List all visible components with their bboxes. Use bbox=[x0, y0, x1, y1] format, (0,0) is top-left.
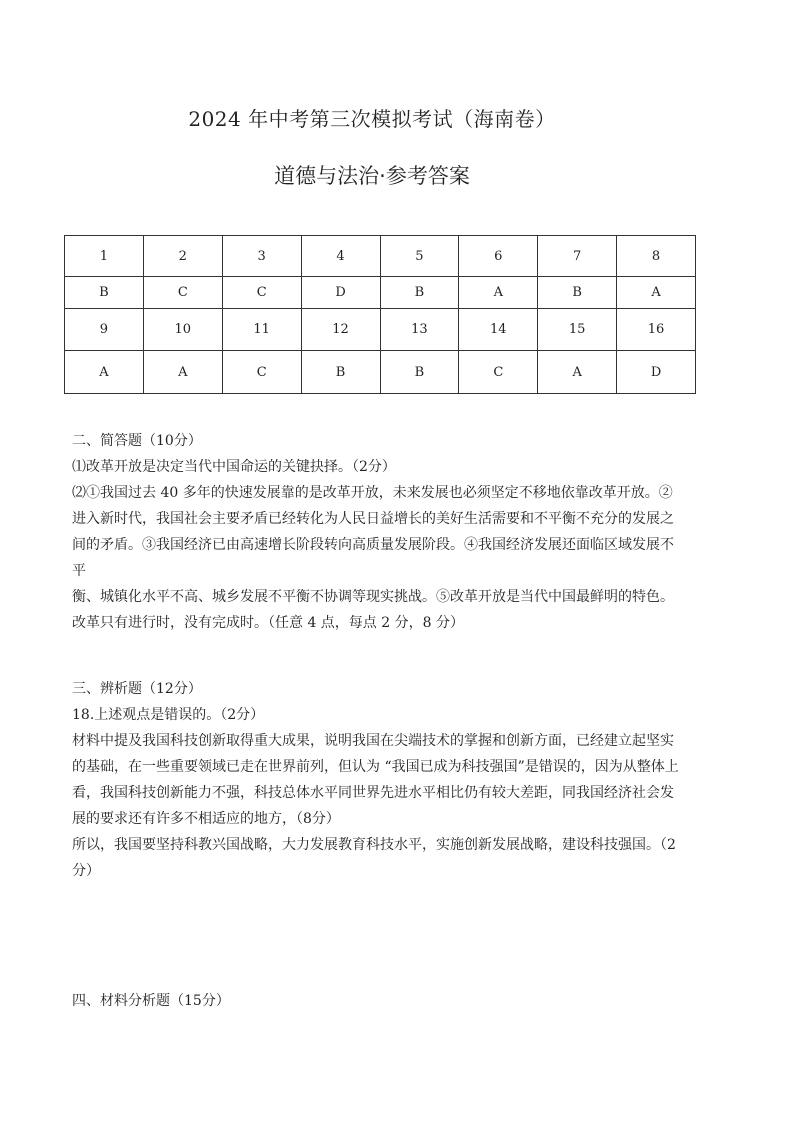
table-cell: 4 bbox=[301, 236, 380, 277]
table-row bbox=[65, 236, 696, 277]
table-cell: 6 bbox=[459, 236, 538, 277]
table-cell: B bbox=[301, 351, 380, 394]
table-cell: C bbox=[222, 277, 301, 309]
table-cell: D bbox=[301, 277, 380, 309]
table-row bbox=[65, 309, 696, 351]
answer-line: ⑵①我国过去 40 多年的快速发展靠的是改革开放，未来发展也必须坚定不移地依靠改革开放。② bbox=[72, 485, 673, 501]
table-cell: A bbox=[459, 277, 538, 309]
answer-line: 18.上述观点是错误的。（2分） bbox=[72, 707, 265, 723]
table-cell: B bbox=[380, 351, 459, 394]
table-cell: B bbox=[65, 277, 144, 309]
table-cell: C bbox=[459, 351, 538, 394]
answer-line: 展的要求还有许多不相适应的地方，（8分） bbox=[72, 811, 340, 827]
table-cell: 5 bbox=[380, 236, 459, 277]
table-cell: 9 bbox=[65, 309, 144, 351]
table-cell: 12 bbox=[301, 309, 380, 351]
table-cell: 8 bbox=[617, 236, 696, 277]
table-cell: 13 bbox=[380, 309, 459, 351]
table-cell: A bbox=[538, 351, 617, 394]
answer-line: 所以，我国要坚持科教兴国战略，大力发展教育科技水平，实施创新发展战略，建设科技强国。（2 bbox=[72, 837, 676, 853]
material-analysis-section bbox=[72, 988, 684, 1014]
answer-line: ⑴改革开放是决定当代中国命运的关键抉择。（2分） bbox=[72, 459, 396, 475]
table-row bbox=[65, 277, 696, 309]
answer-line: 材料中提及我国科技创新取得重大成果，说明我国在尖端技术的掌握和创新方面，已经建立起坚实 bbox=[72, 733, 674, 749]
short-answer-section bbox=[72, 428, 684, 636]
analysis-section bbox=[72, 676, 684, 884]
table-cell: C bbox=[143, 277, 222, 309]
answer-line: 间的矛盾。③我国经济已由高速增长阶段转向高质量发展阶段。④我国经济发展还面临区域发展不平 bbox=[72, 537, 674, 579]
table-cell: 1 bbox=[65, 236, 144, 277]
section-heading: 二、简答题（10分） bbox=[72, 433, 202, 449]
answer-line: 衡、城镇化水平不高、城乡发展不平衡不协调等现实挑战。⑤改革开放是当代中国最鲜明的特色。 bbox=[72, 589, 674, 605]
section-heading: 四、材料分析题（15分） bbox=[72, 993, 230, 1009]
table-cell: 14 bbox=[459, 309, 538, 351]
answer-line: 进入新时代，我国社会主要矛盾已经转化为人民日益增长的美好生活需要和不平衡不充分的发展之 bbox=[72, 511, 674, 527]
table-cell: 10 bbox=[143, 309, 222, 351]
table-cell: 16 bbox=[617, 309, 696, 351]
table-cell: A bbox=[617, 277, 696, 309]
table-cell: C bbox=[222, 351, 301, 394]
page-subtitle: 道德与法治·参考答案 bbox=[274, 164, 470, 188]
answer-table bbox=[64, 235, 696, 394]
table-cell: 11 bbox=[222, 309, 301, 351]
table-cell: D bbox=[617, 351, 696, 394]
table-row bbox=[65, 351, 696, 394]
table-cell: A bbox=[143, 351, 222, 394]
table-cell: B bbox=[538, 277, 617, 309]
section-heading: 三、辨析题（12分） bbox=[72, 681, 202, 697]
answer-line: 看，我国科技创新能力不强，科技总体水平同世界先进水平相比仍有较大差距，同我国经济社会发 bbox=[72, 785, 674, 801]
table-cell: B bbox=[380, 277, 459, 309]
answer-line: 的基础，在一些重要领域已走在世界前列，但认为 “我国已成为科技强国”是错误的，因为从整体上 bbox=[72, 759, 679, 775]
answer-line: 改革只有进行时，没有完成时。（任意 4 点，每点 2 分，8 分） bbox=[72, 615, 464, 631]
table-cell: 2 bbox=[143, 236, 222, 277]
table-cell: 7 bbox=[538, 236, 617, 277]
table-cell: 15 bbox=[538, 309, 617, 351]
page-title: 2024 年中考第三次模拟考试（海南卷） bbox=[188, 107, 556, 131]
answer-line: 分） bbox=[72, 863, 100, 879]
table-cell: 3 bbox=[222, 236, 301, 277]
table-cell: A bbox=[65, 351, 144, 394]
